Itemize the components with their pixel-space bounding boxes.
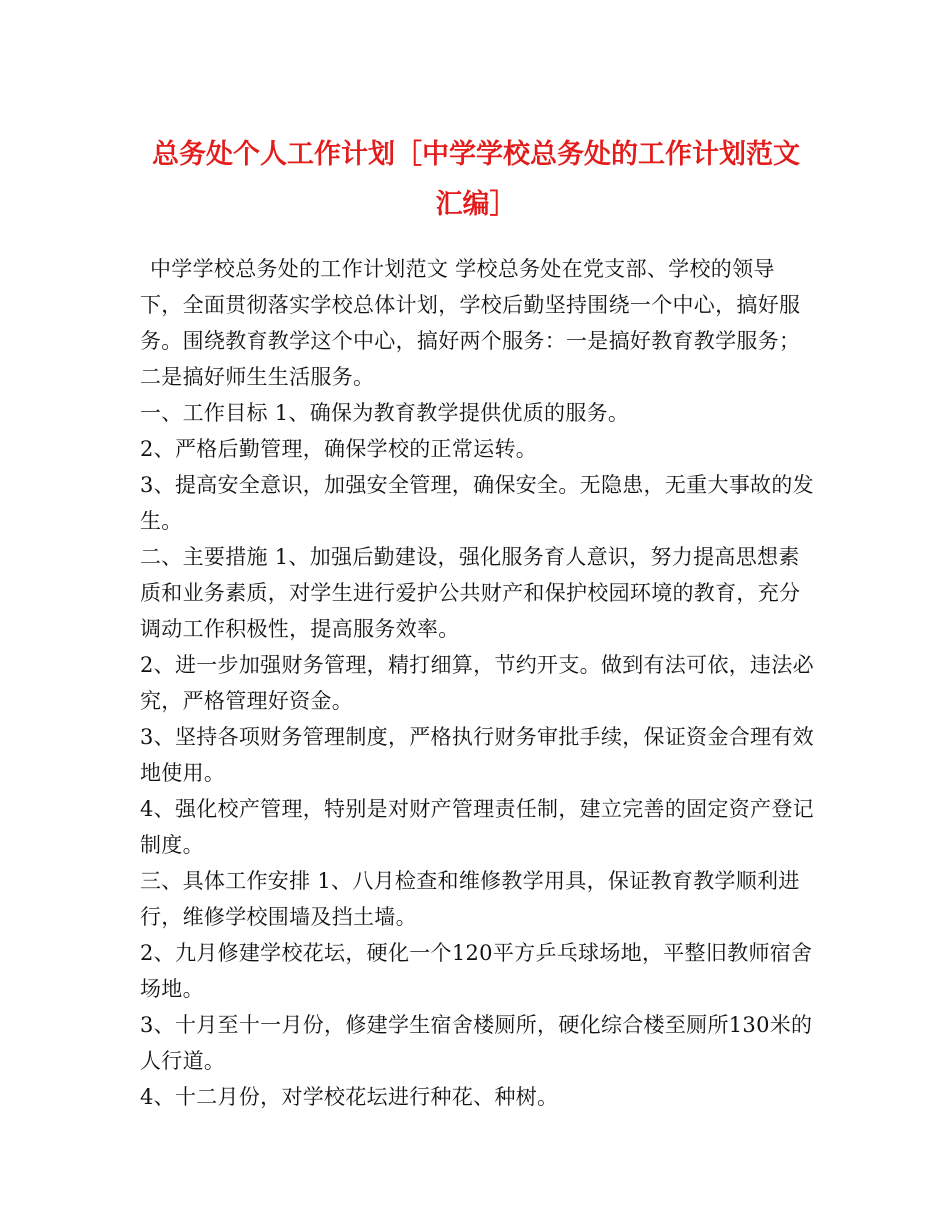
paragraph-goal-2: 2、严格后勤管理，确保学校的正常运转。 [140,437,538,461]
paragraph-measure-4: 4、强化校产管理，特别是对财产管理责任制，建立完善的固定资产登记制度。 [140,797,814,857]
document-title: 总务处个人工作计划［中学学校总务处的工作计划范文汇编］ [152,139,800,220]
paragraph-schedule-2: 2、九月修建学校花坛，硬化一个120平方乒乓球场地，平整旧教师宿舍场地。 [140,941,813,1001]
paragraph-goal-1: 一、工作目标 1、确保为教育教学提供优质的服务。 [140,401,630,425]
paragraph-measure-2: 2、进一步加强财务管理，精打细算，节约开支。做到有法可依，违法必究，严格管理好资金。 [140,653,814,713]
paragraph-measure-3: 3、坚持各项财务管理制度，严格执行财务审批手续，保证资金合理有效地使用。 [140,725,814,785]
paragraph-intro: 中学学校总务处的工作计划范文 学校总务处在党支部、学校的领导下，全面贯彻落实学校总体计划，学校后勤坚持围绕一个中心，搞好服务。围绕教育教学这个中心，搞好两个服务：一是搞好教育教学服务；二是搞好师生生活服务。 [140,257,801,389]
paragraph-goal-3: 3、提高安全意识，加强安全管理，确保安全。无隐患，无重大事故的发生。 [140,473,814,533]
document-body [140,251,815,1115]
paragraph-measure-1: 二、主要措施 1、加强后勤建设，强化服务育人意识，努力提高思想素质和业务素质，对学生进行爱护公共财产和保护校园环境的教育，充分调动工作积极性，提高服务效率。 [140,545,801,641]
paragraph-schedule-1: 三、具体工作安排 1、八月检查和维修教学用具，保证教育教学顺利进行，维修学校围墙及挡土墙。 [140,869,800,929]
paragraph-schedule-4: 4、十二月份，对学校花坛进行种花、种树。 [140,1085,559,1109]
paragraph-schedule-3: 3、十月至十一月份，修建学生宿舍楼厕所，硬化综合楼至厕所130米的人行道。 [140,1013,813,1073]
